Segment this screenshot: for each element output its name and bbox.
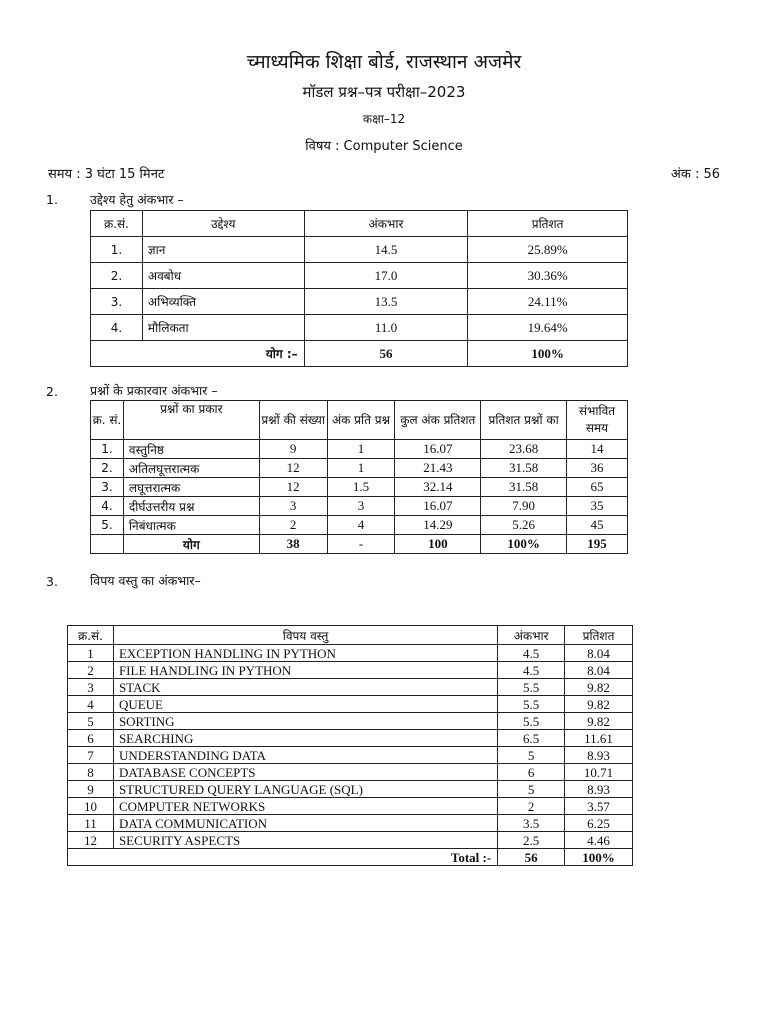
- total-percent: 100: [395, 535, 481, 554]
- serial-cell: 11: [68, 815, 114, 832]
- weight-cell: 4.5: [498, 662, 565, 679]
- total-count: 38: [259, 535, 327, 554]
- header-cell: कुल अंक प्रतिशत: [395, 401, 481, 440]
- marks-per-cell: 1: [327, 459, 395, 478]
- percent-cell: 30.36%: [468, 263, 628, 289]
- table-row: [91, 237, 628, 263]
- weight-cell: 5: [498, 781, 565, 798]
- weight-cell: 5.5: [498, 679, 565, 696]
- serial-cell: 4.: [91, 315, 143, 341]
- count-cell: 12: [259, 459, 327, 478]
- table-row: [68, 747, 633, 764]
- objective-cell: ज्ञान: [142, 237, 304, 263]
- topic-cell: SORTING: [113, 713, 497, 730]
- percent-cell: 8.04: [565, 662, 633, 679]
- marks-label: अंक : 56: [670, 167, 720, 182]
- topic-cell: DATABASE CONCEPTS: [113, 764, 497, 781]
- count-cell: 2: [259, 516, 327, 535]
- serial-cell: 4.: [91, 497, 124, 516]
- table-row: [91, 478, 628, 497]
- section-2-number: 2.: [46, 384, 58, 399]
- topic-cell: UNDERSTANDING DATA: [113, 747, 497, 764]
- content-weightage-table: [67, 625, 633, 866]
- header-cell: विपय वस्तु: [113, 626, 497, 645]
- table-row: [91, 440, 628, 459]
- percent-cell: 6.25: [565, 815, 633, 832]
- serial-cell: 4: [68, 696, 114, 713]
- total-label: योग :–: [91, 341, 305, 367]
- weight-cell: 13.5: [304, 289, 468, 315]
- table-row: [91, 289, 628, 315]
- serial-cell: 1.: [91, 440, 124, 459]
- percent-cell: 9.82: [565, 696, 633, 713]
- serial-cell: 3.: [91, 289, 143, 315]
- class-label: कक्षा–12: [362, 112, 406, 126]
- table-row: [91, 263, 628, 289]
- table-row: [68, 730, 633, 747]
- question-percent-cell: 7.90: [481, 497, 567, 516]
- percent-cell: 8.04: [565, 645, 633, 662]
- percent-cell: 25.89%: [468, 237, 628, 263]
- weight-cell: 11.0: [304, 315, 468, 341]
- serial-cell: 9: [68, 781, 114, 798]
- header-cell: अंकभार: [498, 626, 565, 645]
- serial-cell: 3: [68, 679, 114, 696]
- header-cell: प्रतिशत: [468, 211, 628, 237]
- total-percent-cell: 21.43: [395, 459, 481, 478]
- percent-cell: 4.46: [565, 832, 633, 849]
- marks-per-cell: 3: [327, 497, 395, 516]
- table-total-row: [68, 849, 633, 866]
- percent-cell: 19.64%: [468, 315, 628, 341]
- question-percent-cell: 5.26: [481, 516, 567, 535]
- topic-cell: SEARCHING: [113, 730, 497, 747]
- table-row: [68, 832, 633, 849]
- header-cell: क्र.सं.: [68, 626, 114, 645]
- serial-cell: 3.: [91, 478, 124, 497]
- table-row: [68, 713, 633, 730]
- weight-cell: 4.5: [498, 645, 565, 662]
- table-row: [91, 459, 628, 478]
- type-cell: दीर्घउत्तरीय प्रश्न: [123, 497, 259, 516]
- weight-cell: 3.5: [498, 815, 565, 832]
- section-1-title: उद्देश्य हेतु अंकभार –: [90, 192, 184, 207]
- topic-cell: COMPUTER NETWORKS: [113, 798, 497, 815]
- question-percent-cell: 31.58: [481, 459, 567, 478]
- weight-cell: 14.5: [304, 237, 468, 263]
- total-percent-cell: 16.07: [395, 440, 481, 459]
- serial-cell: 5: [68, 713, 114, 730]
- serial-cell: 7: [68, 747, 114, 764]
- marks-per-cell: 1: [327, 440, 395, 459]
- total-label: योग: [123, 535, 259, 554]
- subject-label: विषय : Computer Science: [305, 139, 463, 154]
- header-cell: प्रतिशत: [565, 626, 633, 645]
- marks-per-cell: 1.5: [327, 478, 395, 497]
- time-cell: 14: [567, 440, 628, 459]
- weight-cell: 6: [498, 764, 565, 781]
- serial-cell: 2.: [91, 263, 143, 289]
- table-row: [68, 815, 633, 832]
- serial-cell: 8: [68, 764, 114, 781]
- table-header-row: [68, 626, 633, 645]
- serial-cell: 10: [68, 798, 114, 815]
- serial-cell: 1.: [91, 237, 143, 263]
- count-cell: 12: [259, 478, 327, 497]
- table-row: [91, 516, 628, 535]
- objective-cell: अवबोध: [142, 263, 304, 289]
- section-1-number: 1.: [46, 192, 58, 207]
- section-3-number: 3.: [46, 574, 58, 589]
- type-cell: अतिलघूत्तरात्मक: [123, 459, 259, 478]
- table-row: [68, 662, 633, 679]
- objective-cell: अभिव्यक्ति: [142, 289, 304, 315]
- header-cell: प्रश्नों की संख्या: [259, 401, 327, 440]
- percent-cell: 3.57: [565, 798, 633, 815]
- topic-cell: STRUCTURED QUERY LANGUAGE (SQL): [113, 781, 497, 798]
- table-header-row: [91, 211, 628, 237]
- serial-cell: 1: [68, 645, 114, 662]
- topic-cell: DATA COMMUNICATION: [113, 815, 497, 832]
- header-cell: अंकभार: [304, 211, 468, 237]
- serial-cell: 2.: [91, 459, 124, 478]
- empty-cell: [91, 535, 124, 554]
- percent-cell: 11.61: [565, 730, 633, 747]
- topic-cell: SECURITY ASPECTS: [113, 832, 497, 849]
- count-cell: 3: [259, 497, 327, 516]
- question-percent-cell: 23.68: [481, 440, 567, 459]
- table-row: [68, 798, 633, 815]
- total-percent-cell: 16.07: [395, 497, 481, 516]
- serial-cell: 2: [68, 662, 114, 679]
- time-cell: 36: [567, 459, 628, 478]
- topic-cell: EXCEPTION HANDLING IN PYTHON: [113, 645, 497, 662]
- objective-cell: मौलिकता: [142, 315, 304, 341]
- type-cell: लघूत्तरात्मक: [123, 478, 259, 497]
- serial-cell: 6: [68, 730, 114, 747]
- total-label: Total :-: [68, 849, 498, 866]
- table-row: [91, 497, 628, 516]
- serial-cell: 5.: [91, 516, 124, 535]
- weight-cell: 17.0: [304, 263, 468, 289]
- table-total-row: [91, 341, 628, 367]
- header-cell: क्र.सं.: [91, 211, 143, 237]
- header-cell: उद्देश्य: [142, 211, 304, 237]
- percent-cell: 10.71: [565, 764, 633, 781]
- table-row: [68, 696, 633, 713]
- total-marks-per: -: [327, 535, 395, 554]
- total-weight: 56: [304, 341, 468, 367]
- total-percent-cell: 32.14: [395, 478, 481, 497]
- header-cell: प्रश्नों का प्रकार: [123, 401, 259, 440]
- board-title: च्माध्यमिक शिक्षा बोर्ड, राजस्थान अजमेर: [246, 51, 522, 73]
- topic-cell: FILE HANDLING IN PYTHON: [113, 662, 497, 679]
- question-type-table: [90, 400, 628, 554]
- count-cell: 9: [259, 440, 327, 459]
- section-2-title: प्रश्नों के प्रकारवार अंकभार –: [90, 383, 218, 398]
- table-total-row: [91, 535, 628, 554]
- type-cell: निबंधात्मक: [123, 516, 259, 535]
- time-label: समय : 3 घंटा 15 मिनट: [48, 167, 165, 182]
- header-cell: अंक प्रति प्रश्न: [327, 401, 395, 440]
- weight-cell: 5: [498, 747, 565, 764]
- objective-weightage-table: [90, 210, 628, 367]
- type-cell: वस्तुनिष्ठ: [123, 440, 259, 459]
- table-row: [68, 764, 633, 781]
- percent-cell: 8.93: [565, 747, 633, 764]
- percent-cell: 9.82: [565, 679, 633, 696]
- weight-cell: 2.5: [498, 832, 565, 849]
- total-percent-cell: 14.29: [395, 516, 481, 535]
- weight-cell: 2: [498, 798, 565, 815]
- weight-cell: 6.5: [498, 730, 565, 747]
- header-cell: संभावित समय: [567, 401, 628, 440]
- percent-cell: 8.93: [565, 781, 633, 798]
- table-header-row: [91, 401, 628, 440]
- topic-cell: QUEUE: [113, 696, 497, 713]
- weight-cell: 5.5: [498, 713, 565, 730]
- table-row: [68, 679, 633, 696]
- time-cell: 35: [567, 497, 628, 516]
- time-cell: 65: [567, 478, 628, 497]
- total-time: 195: [567, 535, 628, 554]
- total-percent: 100%: [565, 849, 633, 866]
- table-row: [68, 781, 633, 798]
- time-cell: 45: [567, 516, 628, 535]
- topic-cell: STACK: [113, 679, 497, 696]
- marks-per-cell: 4: [327, 516, 395, 535]
- header-cell: क्र. सं.: [91, 401, 124, 440]
- percent-cell: 9.82: [565, 713, 633, 730]
- question-percent-cell: 31.58: [481, 478, 567, 497]
- serial-cell: 12: [68, 832, 114, 849]
- total-percent: 100%: [468, 341, 628, 367]
- section-3-title: विपय वस्तु का अंकभार–: [90, 573, 201, 588]
- total-weight: 56: [498, 849, 565, 866]
- weight-cell: 5.5: [498, 696, 565, 713]
- paper-title: मॉडल प्रश्न–पत्र परीक्षा–2023: [302, 83, 466, 101]
- percent-cell: 24.11%: [468, 289, 628, 315]
- table-row: [91, 315, 628, 341]
- table-row: [68, 645, 633, 662]
- header-cell: प्रतिशत प्रश्नों का: [481, 401, 567, 440]
- total-question-percent: 100%: [481, 535, 567, 554]
